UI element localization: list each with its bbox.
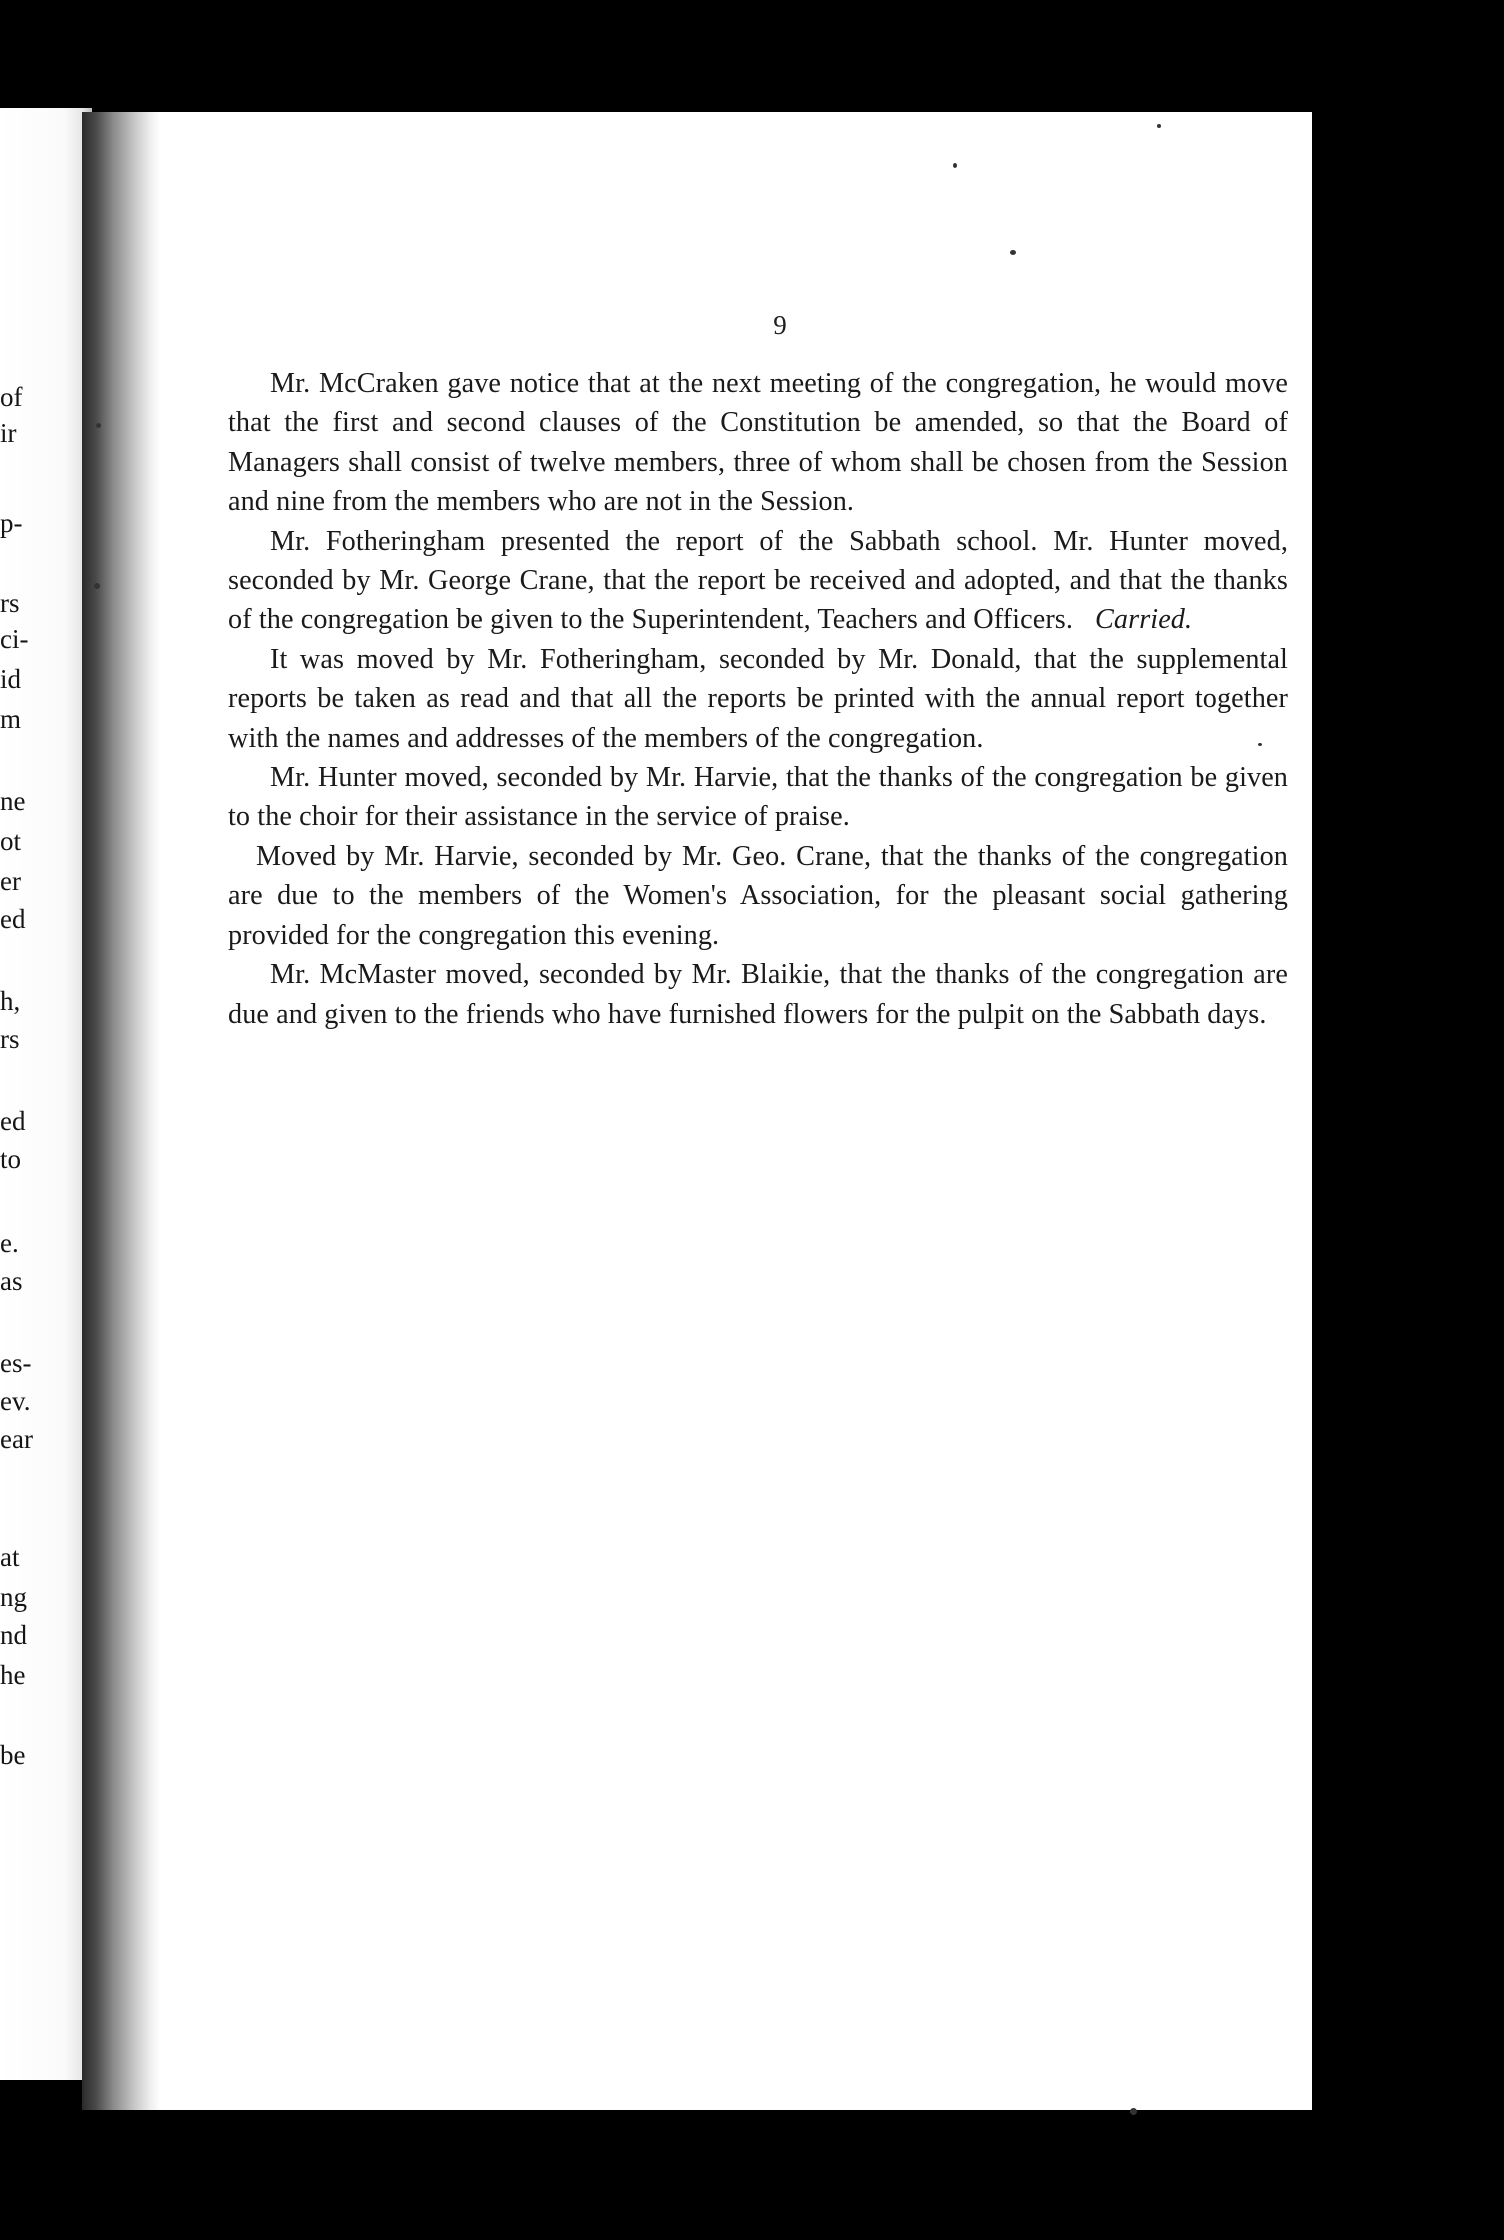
left-fragment-12: h, [0, 986, 21, 1016]
binding-gutter-shadow [82, 112, 160, 2110]
paragraph-constitution-notice: Mr. McCraken gave notice that at the next meeting of the congregation, he would move that the first and second clauses of the Constitution be amended, so that the Board of Managers shall consist of twelve members, three of whom shall be chosen from the Session and nine from the members who are not in the Session. [228, 368, 1288, 518]
left-fragment-9: ot [0, 826, 22, 856]
left-fragment-10: er [0, 866, 21, 896]
left-fragment-16: e. [0, 1228, 19, 1258]
scan-speck [1130, 2108, 1137, 2115]
scan-speck [953, 163, 957, 168]
paragraph-womens-association: Moved by Mr. Harvie, seconded by Mr. Geo. Crane, that the thanks of the congregation are due to the members of the Women's Association, for the pleasant social gathering provided for the congregation this evening. [228, 840, 1288, 951]
left-fragment-13: rs [0, 1024, 20, 1054]
left-fragment-14: ed [0, 1106, 26, 1136]
left-fragment-23: nd [0, 1620, 27, 1650]
left-fragment-20: ear [0, 1424, 33, 1454]
left-fragment-18: es- [0, 1348, 32, 1378]
page-number: 9 [773, 310, 787, 340]
scan-speck [96, 423, 101, 428]
left-fragment-7: m [0, 704, 22, 734]
paragraph-text: Mr. Fotheringham presented the report of the Sabbath school. Mr. Hunter moved, seconded by Mr. George Crane, that the report be received and adopted, and that the thanks of the congregation be given to the Superintendent, Teachers and Officers. [228, 525, 1288, 636]
paragraph-supplemental-reports: It was moved by Mr. Fotheringham, seconded by Mr. Donald, that the supplemental reports be taken as read and that all the reports be printed with the annual report together with the names and addresses of the members of the congregation. [228, 643, 1288, 754]
scan-speck [94, 583, 100, 589]
left-fragment-22: ng [0, 1582, 27, 1612]
left-fragment-6: id [0, 664, 22, 694]
scan-speck [1010, 250, 1016, 255]
previous-page-fragment [0, 108, 92, 2080]
page-body [228, 364, 1288, 1034]
left-fragment-8: ne [0, 786, 26, 816]
left-fragment-19: ev. [0, 1386, 31, 1416]
left-fragment-25: be [0, 1740, 26, 1770]
paragraph-pulpit-flowers: Mr. McMaster moved, seconded by Mr. Blaikie, that the thanks of the congregation are due and given to the friends who have furnished flowers for the pulpit on the Sabbath days. [228, 959, 1288, 1030]
scan-speck [1157, 124, 1161, 128]
left-fragment-24: he [0, 1660, 26, 1690]
scan-speck [1258, 743, 1262, 746]
left-fragment-21: at [0, 1542, 20, 1572]
left-fragment-15: to [0, 1144, 22, 1174]
left-fragment-17: as [0, 1266, 23, 1296]
main-page [140, 112, 1312, 2110]
left-fragment-3: p- [0, 508, 23, 538]
left-fragment-4: rs [0, 588, 20, 618]
left-fragment-11: ed [0, 904, 26, 934]
left-fragment-5: ci- [0, 624, 29, 654]
paragraph-sabbath-school-report [228, 522, 1288, 640]
paragraph-choir-thanks: Mr. Hunter moved, seconded by Mr. Harvie, that the thanks of the congregation be given to the choir for their assistance in the service of praise. [228, 762, 1288, 833]
left-fragment-1: of [0, 382, 23, 412]
left-fragment-2: ir [0, 418, 17, 448]
carried-note: Carried. [1095, 604, 1193, 636]
